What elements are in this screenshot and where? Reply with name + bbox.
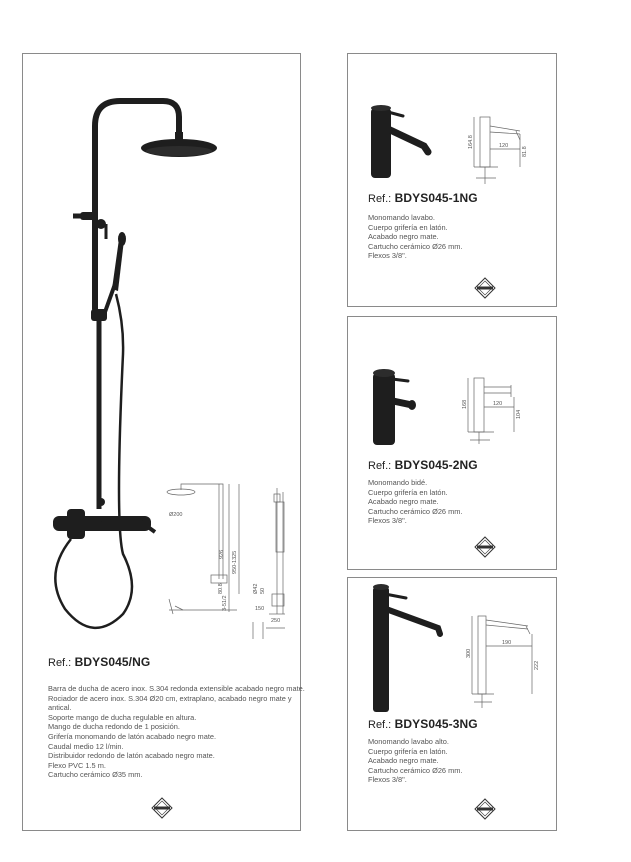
desc-line: Cartucho cerámico Ø26 mm. — [368, 241, 463, 251]
dim-80-8: 80.8 — [218, 583, 224, 594]
desc-line: Acabado negro mate. — [368, 497, 439, 507]
ref-label: Ref.: — [48, 657, 72, 669]
ref-code: BDYS045-1NG — [394, 191, 478, 205]
desc-line: antical. — [48, 703, 72, 713]
dim-950-1325: 950-1325 — [232, 550, 238, 574]
desc-line: Soporte mango de ducha regulable en altura. — [48, 712, 197, 722]
ref-line — [48, 655, 150, 669]
product-description — [368, 737, 462, 785]
brand-logo-icon — [474, 536, 496, 558]
dim-250: 250 — [271, 618, 281, 624]
desc-line: Cuerpo grifería en latón. — [368, 487, 448, 497]
desc-line: Cuerpo grifería en latón. — [368, 222, 448, 232]
product-description — [368, 478, 462, 526]
dim-spout: 222 — [534, 660, 540, 670]
product-card-basin — [347, 53, 557, 307]
desc-line: Barra de ducha de acero inox. S.304 redonda extensible acabado negro mate. — [48, 684, 305, 693]
dim-3-51-2: 3-51/2 — [222, 595, 228, 611]
desc-line: Cartucho cerámico Ø35 mm. — [48, 770, 143, 780]
ref-line — [368, 191, 478, 205]
desc-line: Acabado negro mate. — [368, 232, 439, 242]
ref-code: BDYS045-2NG — [394, 458, 478, 472]
dim-reach: 120 — [493, 401, 503, 407]
dim-926: 926 — [219, 549, 225, 559]
bidet-mixer-image — [348, 317, 558, 452]
brand-logo-icon — [474, 798, 496, 820]
ref-label: Ref.: — [368, 460, 392, 472]
desc-line: Cuerpo grifería en latón. — [368, 746, 448, 756]
dim-height: 300 — [466, 648, 472, 658]
dim-reach: 190 — [502, 640, 512, 646]
product-card-shower — [22, 53, 305, 831]
dim-height: 168 — [462, 399, 468, 409]
dim-150: 150 — [255, 606, 265, 612]
desc-line: Flexo PVC 1.5 m. — [48, 760, 106, 770]
dim-height: 164.8 — [468, 135, 474, 149]
desc-line: Grifería monomando de latón acabado negro mate. — [48, 731, 217, 741]
desc-line: Cartucho cerámico Ø26 mm. — [368, 506, 463, 516]
desc-line: Flexos 3/8". — [368, 775, 407, 785]
desc-line: Mango de ducha redondo de 1 posición. — [48, 722, 180, 732]
ref-label: Ref.: — [368, 719, 392, 731]
desc-line: Monomando lavabo. — [368, 213, 435, 222]
brand-logo-icon — [474, 277, 496, 299]
dim-50: 50 — [260, 587, 266, 594]
basin-mixer-image — [348, 54, 558, 189]
desc-line: Flexos 3/8". — [368, 251, 407, 261]
dim-spout: 104 — [516, 409, 522, 419]
desc-line: Monomando lavabo alto. — [368, 737, 449, 746]
product-card-bidet — [347, 316, 557, 570]
dim-spout: 81.8 — [522, 146, 528, 157]
product-card-tall-basin — [347, 577, 557, 831]
desc-line: Monomando bidé. — [368, 478, 428, 487]
product-description — [368, 213, 462, 261]
dim-reach: 120 — [499, 143, 509, 149]
dim-diameter-200: Ø200 — [169, 512, 183, 518]
product-description — [48, 684, 305, 780]
ref-line — [368, 717, 478, 731]
ref-label: Ref.: — [368, 193, 392, 205]
brand-logo-icon — [151, 797, 173, 819]
desc-line: Rociador de acero inox. S.304 Ø20 cm, extraplano, acabado negro mate y — [48, 693, 292, 703]
dim-diameter-42: Ø42 — [253, 583, 259, 594]
ref-line — [368, 458, 478, 472]
ref-code: BDYS045-3NG — [394, 717, 478, 731]
desc-line: Caudal medio 12 l/min. — [48, 741, 124, 751]
desc-line: Cartucho cerámico Ø26 mm. — [368, 765, 463, 775]
desc-line: Acabado negro mate. — [368, 756, 439, 766]
desc-line: Distribuidor redondo de latón acabado negro mate. — [48, 751, 215, 761]
tall-basin-mixer-image — [348, 578, 558, 713]
ref-code: BDYS045/NG — [74, 655, 151, 669]
shower-set-image — [23, 54, 302, 654]
desc-line: Flexos 3/8". — [368, 516, 407, 526]
